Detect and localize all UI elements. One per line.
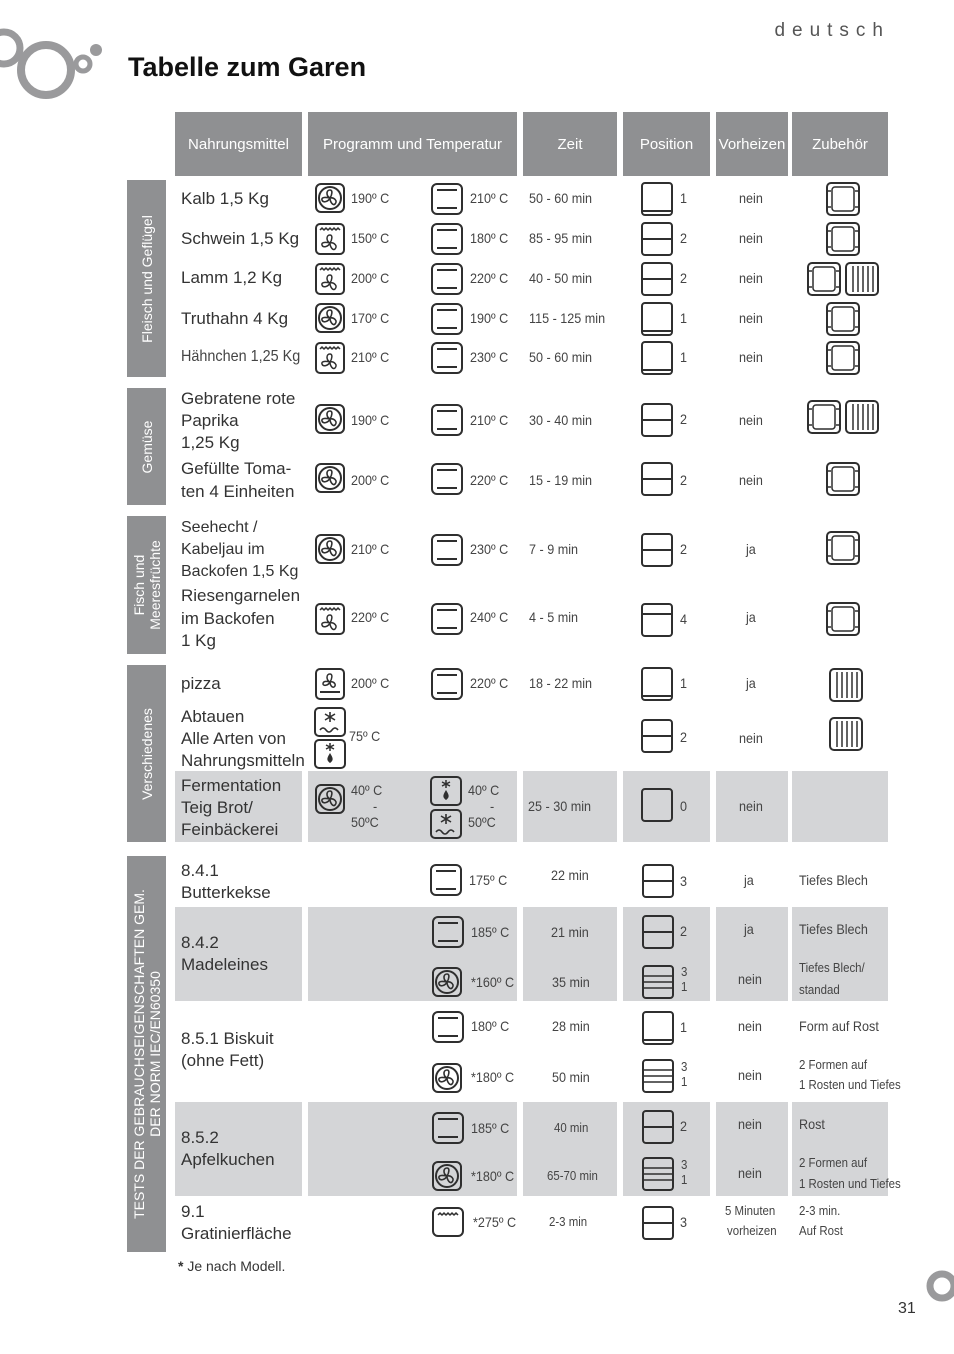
temp-1-max: 50ºC <box>351 814 379 830</box>
preheat-line-1: 5 Minuten <box>725 1203 776 1218</box>
accessory-a: Rost <box>799 1116 825 1132</box>
time: 115 - 125 min <box>529 310 606 326</box>
category-vegetables: Gemüse <box>127 388 166 505</box>
position: 3 <box>680 873 688 889</box>
shelf-position-icon <box>641 403 673 437</box>
header-program: Programm und Temperatur <box>308 112 517 176</box>
position: 0 <box>680 798 688 814</box>
test-name: Apfelkuchen <box>181 1150 275 1169</box>
top-bottom-heat-icon <box>432 916 464 948</box>
accessory-line-2: Auf Rost <box>799 1223 843 1238</box>
temp-b: *180º C <box>471 1069 515 1085</box>
time: 85 - 95 min <box>529 230 593 246</box>
rack-icon <box>829 668 863 702</box>
time: 18 - 22 min <box>529 675 593 691</box>
top-bottom-heat-icon <box>431 342 463 374</box>
food-name-line: Paprika <box>181 411 239 430</box>
temp-1: 210º C <box>351 349 390 365</box>
fan-ring-icon <box>315 404 345 434</box>
grill-fan-icon <box>315 223 345 255</box>
test-name: (ohne Fett) <box>181 1051 265 1070</box>
temp-b: *180º C <box>471 1168 515 1184</box>
test-name: Gratinierfläche <box>181 1224 292 1243</box>
temp-b: *160º C <box>471 974 515 990</box>
test-id: 8.4.1 <box>181 861 219 880</box>
accessory-a: Form auf Rost <box>799 1018 879 1034</box>
tray-icon <box>826 182 860 216</box>
time: 25 - 30 min <box>528 798 592 814</box>
position-b-top: 3 <box>681 964 688 979</box>
shelf-position-icon <box>642 1157 674 1191</box>
shelf-position-icon <box>641 667 673 701</box>
grill-icon <box>432 1207 464 1237</box>
top-bottom-heat-icon <box>432 1011 464 1043</box>
fan-ring-icon <box>315 463 345 493</box>
food-name-line: Gebratene rote <box>181 389 296 408</box>
header-accessory: Zubehör <box>792 112 888 176</box>
time-a: 21 min <box>551 924 589 940</box>
preheat: ja <box>746 609 756 625</box>
header-time: Zeit <box>523 112 617 176</box>
shelf-position-icon <box>642 965 674 999</box>
top-bottom-heat-icon <box>432 1112 464 1144</box>
temp-2-dash: - <box>490 798 495 814</box>
preheat: nein <box>739 798 763 814</box>
time-b: 50 min <box>552 1069 590 1085</box>
time: 40 - 50 min <box>529 270 593 286</box>
rack-icon <box>845 262 879 296</box>
temp-1: 200º C <box>351 270 390 286</box>
temp-1: 220º C <box>351 609 390 625</box>
position-a: 2 <box>680 923 688 939</box>
shelf-position-icon <box>642 1110 674 1144</box>
accessory-b-line-1: 2 Formen auf <box>799 1057 868 1072</box>
tray-icon <box>807 262 841 296</box>
preheat: nein <box>739 472 763 488</box>
time: 2-3 min <box>549 1214 588 1229</box>
time: 4 - 5 min <box>529 609 579 625</box>
time: 15 - 19 min <box>529 472 593 488</box>
language-label: deutsch <box>774 20 890 41</box>
tray-icon <box>826 602 860 636</box>
temp-1: 200º C <box>351 472 390 488</box>
preheat-b: nein <box>738 971 762 987</box>
position-a: 1 <box>680 1019 688 1035</box>
temp-1: 170º C <box>351 310 390 326</box>
position: 4 <box>680 611 688 627</box>
food-name-line: im Backofen <box>181 609 275 628</box>
accessory-b-line-2: 1 Rosten und Tiefes <box>799 1176 901 1191</box>
accessory-b-line-2: 1 Rosten und Tiefes <box>799 1077 901 1092</box>
position-b-bottom: 1 <box>681 1172 688 1187</box>
temp-1: 210º C <box>351 541 390 557</box>
shelf-position-icon <box>642 1011 674 1045</box>
tray-icon <box>826 302 860 336</box>
header-position: Position <box>623 112 710 176</box>
food-name: pizza <box>181 674 221 693</box>
temp-1: 190º C <box>351 190 390 206</box>
top-bottom-heat-icon <box>431 183 463 215</box>
fan-ring-icon <box>432 1161 462 1191</box>
top-bottom-heat-icon <box>431 303 463 335</box>
top-bottom-heat-icon <box>430 864 462 896</box>
food-name: Kalb 1,5 Kg <box>181 189 269 208</box>
temp-1: 150º C <box>351 230 390 246</box>
temp: 175º C <box>469 872 508 888</box>
temp-1-min: 40º C <box>351 782 383 798</box>
food-name-line: 1,25 Kg <box>181 433 240 452</box>
time: 50 - 60 min <box>529 349 593 365</box>
shelf-position-icon <box>642 1059 674 1093</box>
preheat-b: nein <box>738 1067 762 1083</box>
position: 2 <box>680 541 688 557</box>
preheat-a: nein <box>738 1018 762 1034</box>
temp-2: 210º C <box>470 190 509 206</box>
tray-icon <box>826 462 860 496</box>
preheat-a: nein <box>738 1116 762 1132</box>
top-bottom-heat-icon <box>431 668 463 700</box>
test-id: 8.5.1 Biskuit <box>181 1029 274 1048</box>
food-name-line: Seehecht / <box>181 519 258 536</box>
position: 2 <box>680 230 688 246</box>
temp-1-dash: - <box>373 798 378 814</box>
position-b-bottom: 1 <box>681 1074 688 1089</box>
shelf-position-icon <box>641 341 673 375</box>
test-id: 8.4.2 <box>181 933 219 952</box>
shelf-position-icon <box>641 302 673 336</box>
test-name: Butterkekse <box>181 883 271 902</box>
food-name-line: Riesengarnelen <box>181 586 301 605</box>
temp: *275º C <box>473 1214 517 1230</box>
page-title: Tabelle zum Garen <box>128 52 367 82</box>
food-name-line: Abtauen <box>181 707 245 726</box>
position: 1 <box>680 349 688 365</box>
shelf-position-icon <box>641 533 673 567</box>
shelf-position-icon <box>642 864 674 898</box>
accessory-b-line-2: standad <box>799 982 840 997</box>
time-b: 35 min <box>552 974 590 990</box>
shelf-position-icon <box>642 1206 674 1240</box>
shelf-position-icon <box>641 788 673 822</box>
defrost-icon <box>314 707 346 737</box>
temp-2: 220º C <box>470 472 509 488</box>
top-bottom-heat-icon <box>431 534 463 566</box>
preheat: ja <box>744 872 754 888</box>
rack-icon <box>829 717 863 751</box>
time: 22 min <box>551 867 589 883</box>
fan-ring-icon <box>315 183 345 213</box>
time-b: 65-70 min <box>547 1168 598 1183</box>
preheat: nein <box>739 310 763 326</box>
food-name-line: Teig Brot/ <box>181 798 253 817</box>
temp-2: 210º C <box>470 412 509 428</box>
temp-a: 185º C <box>471 1120 510 1136</box>
food-name-line: ten 4 Einheiten <box>181 482 295 501</box>
temp-1: 190º C <box>351 412 390 428</box>
food-name-line: Alle Arten von <box>181 729 286 748</box>
footnote-text: Je nach Modell. <box>187 1258 286 1274</box>
preheat: ja <box>746 675 756 691</box>
tray-icon <box>826 222 860 256</box>
food-name-line: Nahrungsmitteln <box>181 751 305 770</box>
pizza-fan-icon <box>315 668 345 700</box>
shelf-position-icon <box>641 222 673 256</box>
top-bottom-heat-icon <box>431 404 463 436</box>
position: 1 <box>680 675 688 691</box>
position-b-top: 3 <box>681 1157 688 1172</box>
temp-1: 75º C <box>349 728 381 744</box>
rack-icon <box>845 400 879 434</box>
accessory-b-line-1: Tiefes Blech/ <box>799 960 865 975</box>
food-name-line: Backofen 1,5 Kg <box>181 563 299 580</box>
category-tests: TESTS DER GEBRAUCHSEIGENSCHAFTEN GEM. DER NORM IEC/EN60350 <box>127 856 166 1252</box>
preheat-a: ja <box>744 921 754 937</box>
fan-ring-icon <box>432 1063 462 1093</box>
accessory-a: Tiefes Blech <box>799 921 868 937</box>
tray-icon <box>826 341 860 375</box>
grill-fan-icon <box>315 342 345 374</box>
temp-2: 230º C <box>470 349 509 365</box>
footnote-star: * <box>178 1258 184 1274</box>
preheat: nein <box>739 349 763 365</box>
fan-ring-icon <box>432 967 462 997</box>
position-b-top: 3 <box>681 1059 688 1074</box>
top-bottom-heat-icon <box>431 263 463 295</box>
preheat: nein <box>739 230 763 246</box>
food-name: Truthahn 4 Kg <box>181 309 289 328</box>
shelf-position-icon <box>641 603 673 637</box>
category-fish: Fisch und Meeresfrüchte <box>127 516 166 654</box>
top-bottom-heat-icon <box>431 223 463 255</box>
preheat: nein <box>739 190 763 206</box>
food-name-line: Kabeljau im <box>181 541 265 558</box>
page-number: 31 <box>898 1300 916 1317</box>
top-bottom-heat-icon <box>431 603 463 635</box>
temp-2: 220º C <box>470 675 509 691</box>
drop-icon <box>430 776 462 806</box>
preheat: nein <box>739 730 763 746</box>
defrost-icon <box>430 809 462 839</box>
position: 1 <box>680 310 688 326</box>
temp-2: 230º C <box>470 541 509 557</box>
top-bottom-heat-icon <box>431 463 463 495</box>
temp-2: 190º C <box>470 310 509 326</box>
temp-2-min: 40º C <box>468 782 500 798</box>
food-name-line: Gefüllte Toma- <box>181 459 292 478</box>
food-name: Lamm 1,2 Kg <box>181 268 283 287</box>
accessory-b-line-1: 2 Formen auf <box>799 1155 868 1170</box>
food-name: Schwein 1,5 Kg <box>181 229 300 248</box>
preheat: ja <box>746 541 756 557</box>
preheat-b: nein <box>738 1165 762 1181</box>
test-id: 9.1 <box>181 1202 205 1221</box>
time-a: 40 min <box>554 1120 589 1135</box>
header-food: Nahrungsmittel <box>175 112 302 176</box>
corner-ring-icon <box>924 1268 954 1309</box>
position: 2 <box>680 270 688 286</box>
shade-ferment-acc <box>792 771 888 842</box>
food-name: Hähnchen 1,25 Kg <box>181 348 301 365</box>
position: 2 <box>680 729 688 745</box>
shelf-position-icon <box>642 915 674 949</box>
time: 50 - 60 min <box>529 190 593 206</box>
shelf-position-icon <box>641 262 673 296</box>
preheat-line-2: vorheizen <box>727 1223 777 1238</box>
grill-fan-icon <box>315 263 345 295</box>
accessory-line-1: 2-3 min. <box>799 1203 841 1218</box>
shelf-position-icon <box>641 719 673 753</box>
grill-fan-icon <box>315 603 345 635</box>
drop-icon <box>314 739 346 769</box>
food-name-line: Fermentation <box>181 776 282 795</box>
brand-logo-icon <box>0 20 110 110</box>
temp-a: 185º C <box>471 924 510 940</box>
tray-icon <box>807 400 841 434</box>
temp-2: 240º C <box>470 609 509 625</box>
temp-2: 180º C <box>470 230 509 246</box>
temp-2: 220º C <box>470 270 509 286</box>
food-name-line: Feinbäckerei <box>181 820 279 839</box>
position: 2 <box>680 411 688 427</box>
temp-a: 180º C <box>471 1018 510 1034</box>
accessory: Tiefes Blech <box>799 872 868 888</box>
temp-2-max: 50ºC <box>468 814 496 830</box>
shelf-position-icon <box>641 462 673 496</box>
fan-ring-icon <box>315 534 345 564</box>
preheat: nein <box>739 412 763 428</box>
position: 2 <box>680 472 688 488</box>
header-preheat: Vorheizen <box>716 112 788 176</box>
fan-ring-icon <box>315 784 345 814</box>
position-b-bottom: 1 <box>681 979 688 994</box>
food-name-line: 1 Kg <box>181 631 216 650</box>
shelf-position-icon <box>641 182 673 216</box>
position: 3 <box>680 1214 688 1230</box>
tray-icon <box>826 531 860 565</box>
time: 30 - 40 min <box>529 412 593 428</box>
test-id: 8.5.2 <box>181 1128 219 1147</box>
position-a: 2 <box>680 1118 688 1134</box>
fan-ring-icon <box>315 303 345 333</box>
temp-1: 200º C <box>351 675 390 691</box>
time: 7 - 9 min <box>529 541 579 557</box>
position: 1 <box>680 190 688 206</box>
category-meat: Fleisch und Geflügel <box>127 180 166 377</box>
preheat: nein <box>739 270 763 286</box>
time-a: 28 min <box>552 1018 590 1034</box>
footnote <box>178 1258 285 1274</box>
test-name: Madeleines <box>181 955 268 974</box>
category-misc: Verschiedenes <box>127 665 166 842</box>
